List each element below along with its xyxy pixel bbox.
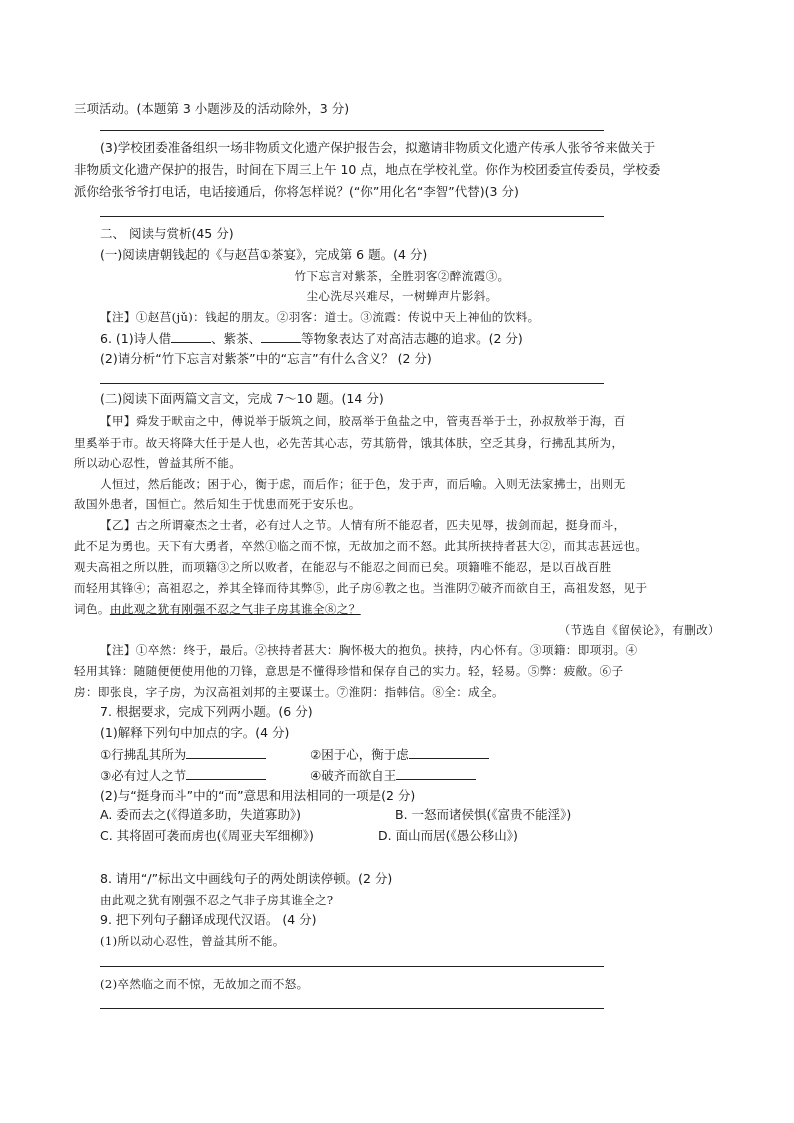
q3-line-3: 派你给张爷爷打电话，电话接通后，你将怎样说？(“你”用化名“李智”代替)(3 分) [74, 184, 519, 199]
jia-line-4: 人恒过，然后能改；困于心，衡于虑，而后作；征于色，发于声，而后喻。入则无法家拂士，出则无 [100, 477, 626, 491]
option-d[interactable]: D. 面山而居(《愚公移山》) [378, 828, 518, 843]
yi-line-4: 而轻用其锋④；高祖忍之，养其全锋而待其弊⑤，此子房⑥教之也。当淮阴⑦破齐而欲自王，高祖发怒，见于 [74, 581, 648, 595]
q7-sub2: (2)与“挺身而斗”中的“而”意思和用法相同的一项是(2 分) [100, 788, 416, 803]
answer-line[interactable] [100, 130, 604, 131]
answer-blank[interactable] [186, 767, 266, 780]
q8-sentence[interactable]: 由此观之犹有刚强不忍之气非子房其谁全之? [100, 893, 334, 907]
poem-note: 【注】①赵莒(jǔ)：钱起的朋友。②羽客：道士。③流霞：传说中天上神仙的饮料。 [100, 310, 540, 324]
section-heading: 二、 阅读与赏析(45 分) [100, 226, 234, 241]
jia-line-1: 【甲】舜发于畎亩之中，傅说举于版筑之间，胶鬲举于鱼盐之中，管夷吾举于士，孙叔敖举于海，百 [100, 414, 626, 428]
q6-part2: (2)请分析“竹下忘言对紫茶”中的“忘言”有什么含义？ (2 分) [100, 351, 432, 366]
answer-blank[interactable] [261, 330, 301, 343]
q9-sentence-1: (1)所以动心忍性，曾益其所不能。 [100, 934, 285, 948]
answer-blank[interactable] [396, 767, 476, 780]
yi-line-2: 此不足为勇也。天下有大勇者，卒然①临之而不惊，无故加之而不怒。此其所挟持者甚大②，而其志甚远也。 [74, 539, 648, 553]
answer-line[interactable] [100, 966, 604, 967]
yi-line-5 [74, 601, 361, 617]
source-note: （节选自《留侯论》，有删改） [558, 623, 720, 637]
part1-intro: (一)阅读唐朝钱起的《与赵莒①茶宴》，完成第 6 题。(4 分) [100, 247, 428, 262]
q6-text-b: 、紫茶、 [211, 331, 262, 346]
notes-line-2: 轻用其锋：随随便便使用他的刀锋，意思是不懂得珍惜和保存自己的实力。轻，轻易。⑤弊：疲敝。⑥子 [74, 664, 624, 678]
q6-text-c: 等物象表达了对高洁志趣的追求。(2 分) [301, 331, 523, 346]
q7-item-1 [100, 746, 266, 763]
prev-question-line: 三项活动。(本题第 3 小题涉及的活动除外，3 分) [74, 101, 350, 116]
q7-item-text: ①行拂乱其所为 [100, 747, 187, 762]
notes-line-3: 房：即张良，字子房，为汉高祖刘邦的主要谋士。⑦淮阴：指韩信。⑧全：成全。 [74, 685, 504, 699]
q9-title: 9. 把下列句子翻译成现代汉语。 (4 分) [100, 912, 317, 927]
q3-line-1: (3)学校团委准备组织一场非物质文化遗产保护报告会，拟邀请非物质文化遗产传承人张爷爷来做关于 [100, 140, 656, 155]
yi-line-3: 观夫高祖之所以胜，而项籍③之所以败者，在能忍与不能忍之间而已矣。项籍唯不能忍，是以百战百胜 [74, 560, 612, 574]
poem-line-2: 尘心洗尽兴难尽，一树蝉声片影斜。 [306, 289, 498, 303]
q7-item-text: ②困于心，衡于虑 [310, 747, 409, 762]
yi-line-1: 【乙】古之所谓豪杰之士者，必有过人之节。人情有所不能忍者，匹夫见辱，拔剑而起，挺身而斗， [100, 518, 626, 532]
q9-sentence-2: (2)卒然临之而不惊，无故加之而不怒。 [100, 977, 309, 991]
q6-part1 [100, 330, 523, 347]
underlined-sentence: 由此观之犹有刚强不忍之气非子房其谁全⑧之？ [109, 602, 361, 616]
answer-blank[interactable] [171, 330, 211, 343]
option-c[interactable]: C. 其将固可袭而虏也(《周亚夫军细柳》) [100, 828, 314, 843]
q7-item-text: ④破齐而欲自王 [310, 768, 397, 783]
q6-text-a: 6. (1)诗人借 [100, 331, 172, 346]
jia-line-2: 里奚举于市。故天将降大任于是人也，必先苦其心志，劳其筋骨，饿其体肤，空乏其身，行拂乱其所为， [74, 436, 624, 450]
q7-sub1: (1)解释下列句中加点的字。(4 分) [100, 725, 290, 740]
jia-line-3: 所以动心忍性，曾益其所不能。 [74, 456, 242, 470]
part2-intro: (二)阅读下面两篇文言文，完成 7～10 题。(14 分) [100, 391, 384, 406]
q7-item-4 [310, 767, 476, 784]
q8-title: 8. 请用“/”标出文中画线句子的两处朗读停顿。(2 分) [100, 871, 393, 886]
option-b[interactable]: B. 一怒而诸侯惧(《富贵不能淫》) [395, 807, 572, 822]
notes-line-1: 【注】①卒然：终于，最后。②挟持者甚大：胸怀极大的抱负。挟持，内心怀有。③项籍：即项羽。④ [100, 643, 638, 657]
answer-line[interactable] [100, 1008, 604, 1009]
option-a[interactable]: A. 委而去之(《得道多助，失道寡助》) [100, 807, 302, 822]
poem-line-1: 竹下忘言对紫茶，全胜羽客②醉流霞③。 [294, 269, 510, 283]
q7-item-text: ③必有过人之节 [100, 768, 187, 783]
answer-line[interactable] [100, 383, 604, 384]
q7-item-2 [310, 746, 489, 763]
yi-text: 词色。 [74, 602, 110, 616]
q7-item-3 [100, 767, 266, 784]
answer-blank[interactable] [186, 746, 266, 759]
answer-line[interactable] [100, 216, 604, 217]
q3-line-2: 非物质文化遗产保护的报告，时间在下周三上午 10 点，地点在学校礼堂。你作为校团委宣传委员，学校委 [74, 162, 661, 177]
q7-title: 7. 根据要求，完成下列两小题。(6 分) [100, 704, 313, 719]
jia-line-5: 敌国外患者，国恒亡。然后知生于忧患而死于安乐也。 [74, 497, 361, 511]
answer-blank[interactable] [409, 746, 489, 759]
